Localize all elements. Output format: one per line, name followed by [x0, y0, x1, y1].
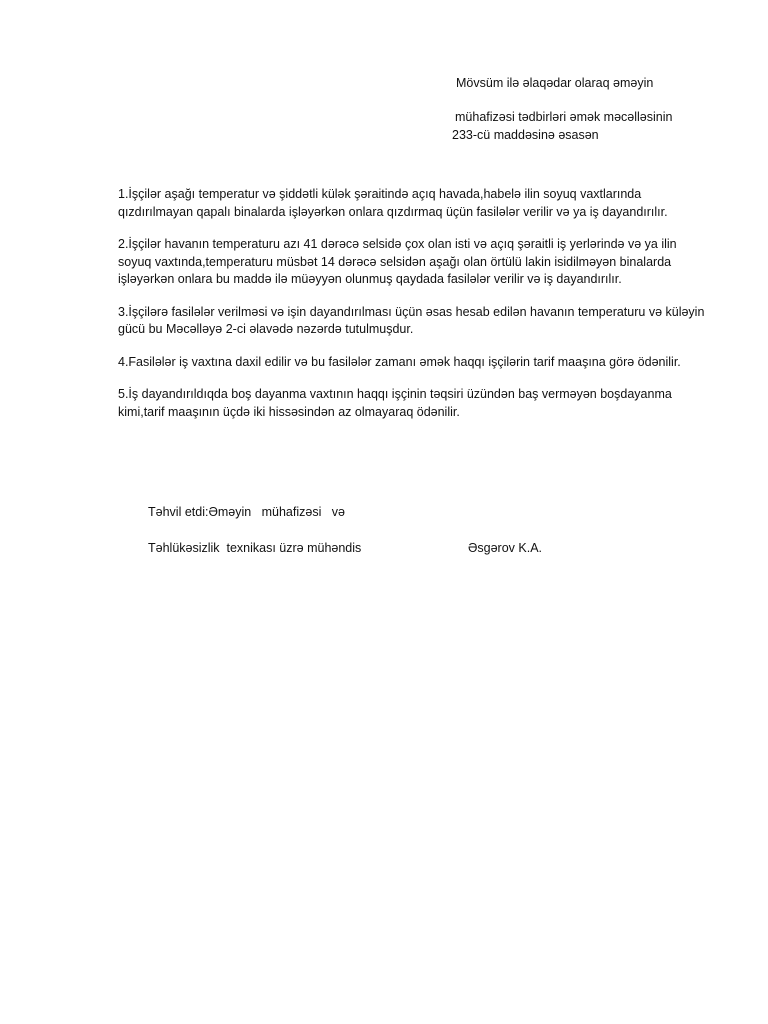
signature-block [148, 503, 648, 557]
signature-line-1: Təhvil etdi:Əməyin mühafizəsi və [148, 505, 345, 519]
paragraph-line: 4.Fasilələr iş vaxtına daxil edilir və bu fasilələr zamanı əmək haqqı işçilərin tarif maaşına görə ödənilir. [118, 354, 681, 369]
signature-name: Əsgərov K.A. [468, 541, 543, 555]
paragraph-3 [118, 304, 718, 339]
paragraph-line: 1.İşçilər aşağı temperatur və şiddətli külək şəraitində açıq havada,habelə ilin soyuq vaxtlarında [118, 187, 642, 201]
paragraph-line: 3.İşçilərə fasilələr verilməsi və işin dayandırılması üçün əsas hesab edilən havanın temperaturu və küləyin [118, 304, 705, 319]
header-line-2: mühafizəsi tədbirləri əmək məcəlləsinin [455, 110, 673, 124]
signature-line-2 [148, 539, 648, 557]
paragraph-line: qızdırılmayan qapalı binalarda işləyərkən onlara qızdırmaq üçün fasilələr verilir və ya iş dayandırılır. [118, 204, 668, 219]
paragraph-4 [118, 354, 718, 372]
paragraph-line: işləyərkən onlara bu maddə ilə müəyyən olunmuş qaydada fasilələr verilir və iş dayandırılır. [118, 272, 622, 286]
document-body [118, 186, 718, 436]
header-line-3: 233-cü maddəsinə əsasən [452, 128, 599, 142]
paragraph-line: 5.İş dayandırıldıqda boş dayanma vaxtının haqqı işçinin təqsiri üzündən baş verməyən boşdayanma [118, 387, 672, 401]
paragraph-line: kimi,tarif maaşının üçdə iki hissəsindən az olmayaraq ödənilir. [118, 404, 460, 419]
paragraph-line: 2.İşçilər havanın temperaturu azı 41 dərəcə selsidə çox olan isti və açıq şəraitli iş yerlərində və ya ilin [118, 237, 677, 251]
paragraph-5 [118, 386, 718, 421]
paragraph-line: soyuq vaxtında,temperaturu müsbət 14 dərəcə selsidən aşağı olan örtülü lakin isidilməyən binalarda [118, 254, 672, 269]
header-line-1: Mövsüm ilə əlaqədar olaraq əməyin [456, 76, 654, 90]
paragraph-line: gücü bu Məcəlləyə 2-ci əlavədə nəzərdə tutulmuşdur. [118, 322, 414, 336]
paragraph-2 [118, 236, 718, 289]
signature-title: Təhlükəsizlik texnikası üzrə mühəndis [148, 541, 362, 555]
paragraph-1 [118, 186, 718, 221]
document-header [452, 74, 752, 144]
